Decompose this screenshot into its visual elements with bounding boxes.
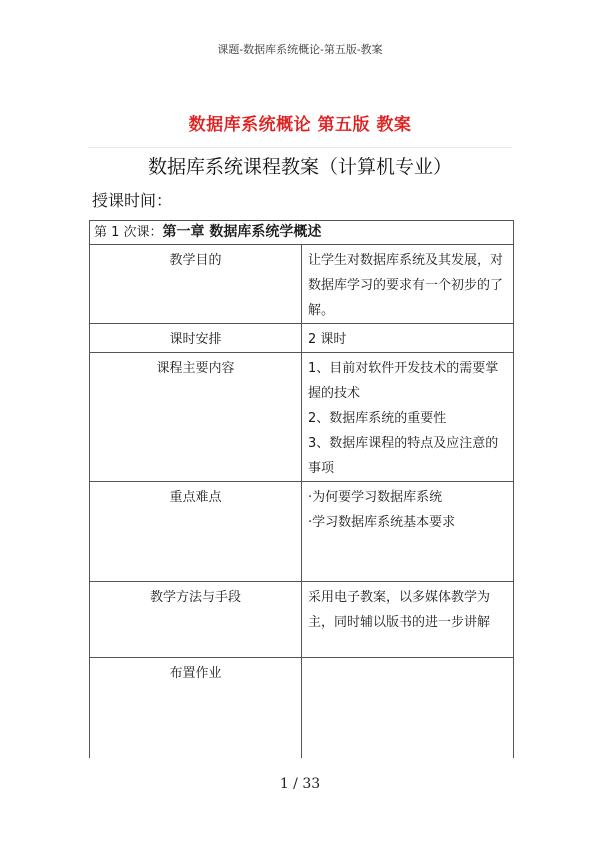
row-content-cell [302, 245, 514, 324]
row-content-line: 采用电子教案，以多媒体教学为主，同时辅以版书的进一步讲解 [308, 590, 491, 630]
row-label-cell [90, 482, 302, 582]
row-label: 布置作业 [169, 666, 222, 681]
title-divider [88, 147, 512, 148]
table-row [90, 658, 514, 758]
row-content-cell [302, 324, 514, 353]
row-content-cell [302, 582, 514, 658]
table-row [90, 582, 514, 658]
row-content-cell [302, 658, 514, 758]
lesson-header-cell [90, 221, 514, 245]
row-content-cell [302, 353, 514, 482]
row-content-line: ·学习数据库系统基本要求 [308, 515, 456, 530]
row-label-cell [90, 353, 302, 482]
document-subtitle: 数据库系统课程教案（计算机专业） [147, 156, 452, 178]
row-label-cell [90, 245, 302, 324]
row-content-line: 2 课时 [308, 332, 347, 347]
row-content-line: 1、目前对软件开发技术的需要掌握的技术 [308, 361, 499, 401]
lesson-number-label: 第 1 次课： [94, 225, 163, 240]
row-label: 课程主要内容 [156, 361, 235, 376]
row-label: 教学目的 [169, 253, 222, 268]
table-row [90, 482, 514, 582]
table-row [90, 245, 514, 324]
row-content-line: ·为何要学习数据库系统 [308, 490, 443, 505]
row-label: 课时安排 [169, 332, 222, 347]
chapter-title: 第一章 数据库系统学概述 [162, 224, 322, 240]
page-header: 课题-数据库系统概论-第五版-教案 [217, 43, 383, 56]
row-content-line: 3、数据库课程的特点及应注意的事项 [308, 436, 499, 476]
lesson-row [90, 221, 514, 245]
row-label-cell [90, 658, 302, 758]
row-label-cell [90, 324, 302, 353]
row-label-cell [90, 582, 302, 658]
row-content-cell [302, 482, 514, 582]
row-label: 重点难点 [169, 490, 222, 505]
table-row [90, 353, 514, 482]
row-content-line: 2、数据库系统的重要性 [308, 411, 447, 426]
row-content-line: 让学生对数据库系统及其发展，对数据库学习的要求有一个初步的了解。 [308, 253, 504, 318]
teaching-time-label: 授课时间： [92, 191, 173, 210]
lesson-plan-table [89, 220, 514, 758]
page-number: 1 / 33 [279, 776, 321, 792]
table-row [90, 324, 514, 353]
document-title: 数据库系统概论 第五版 教案 [188, 115, 412, 135]
row-label: 教学方法与手段 [149, 590, 241, 605]
